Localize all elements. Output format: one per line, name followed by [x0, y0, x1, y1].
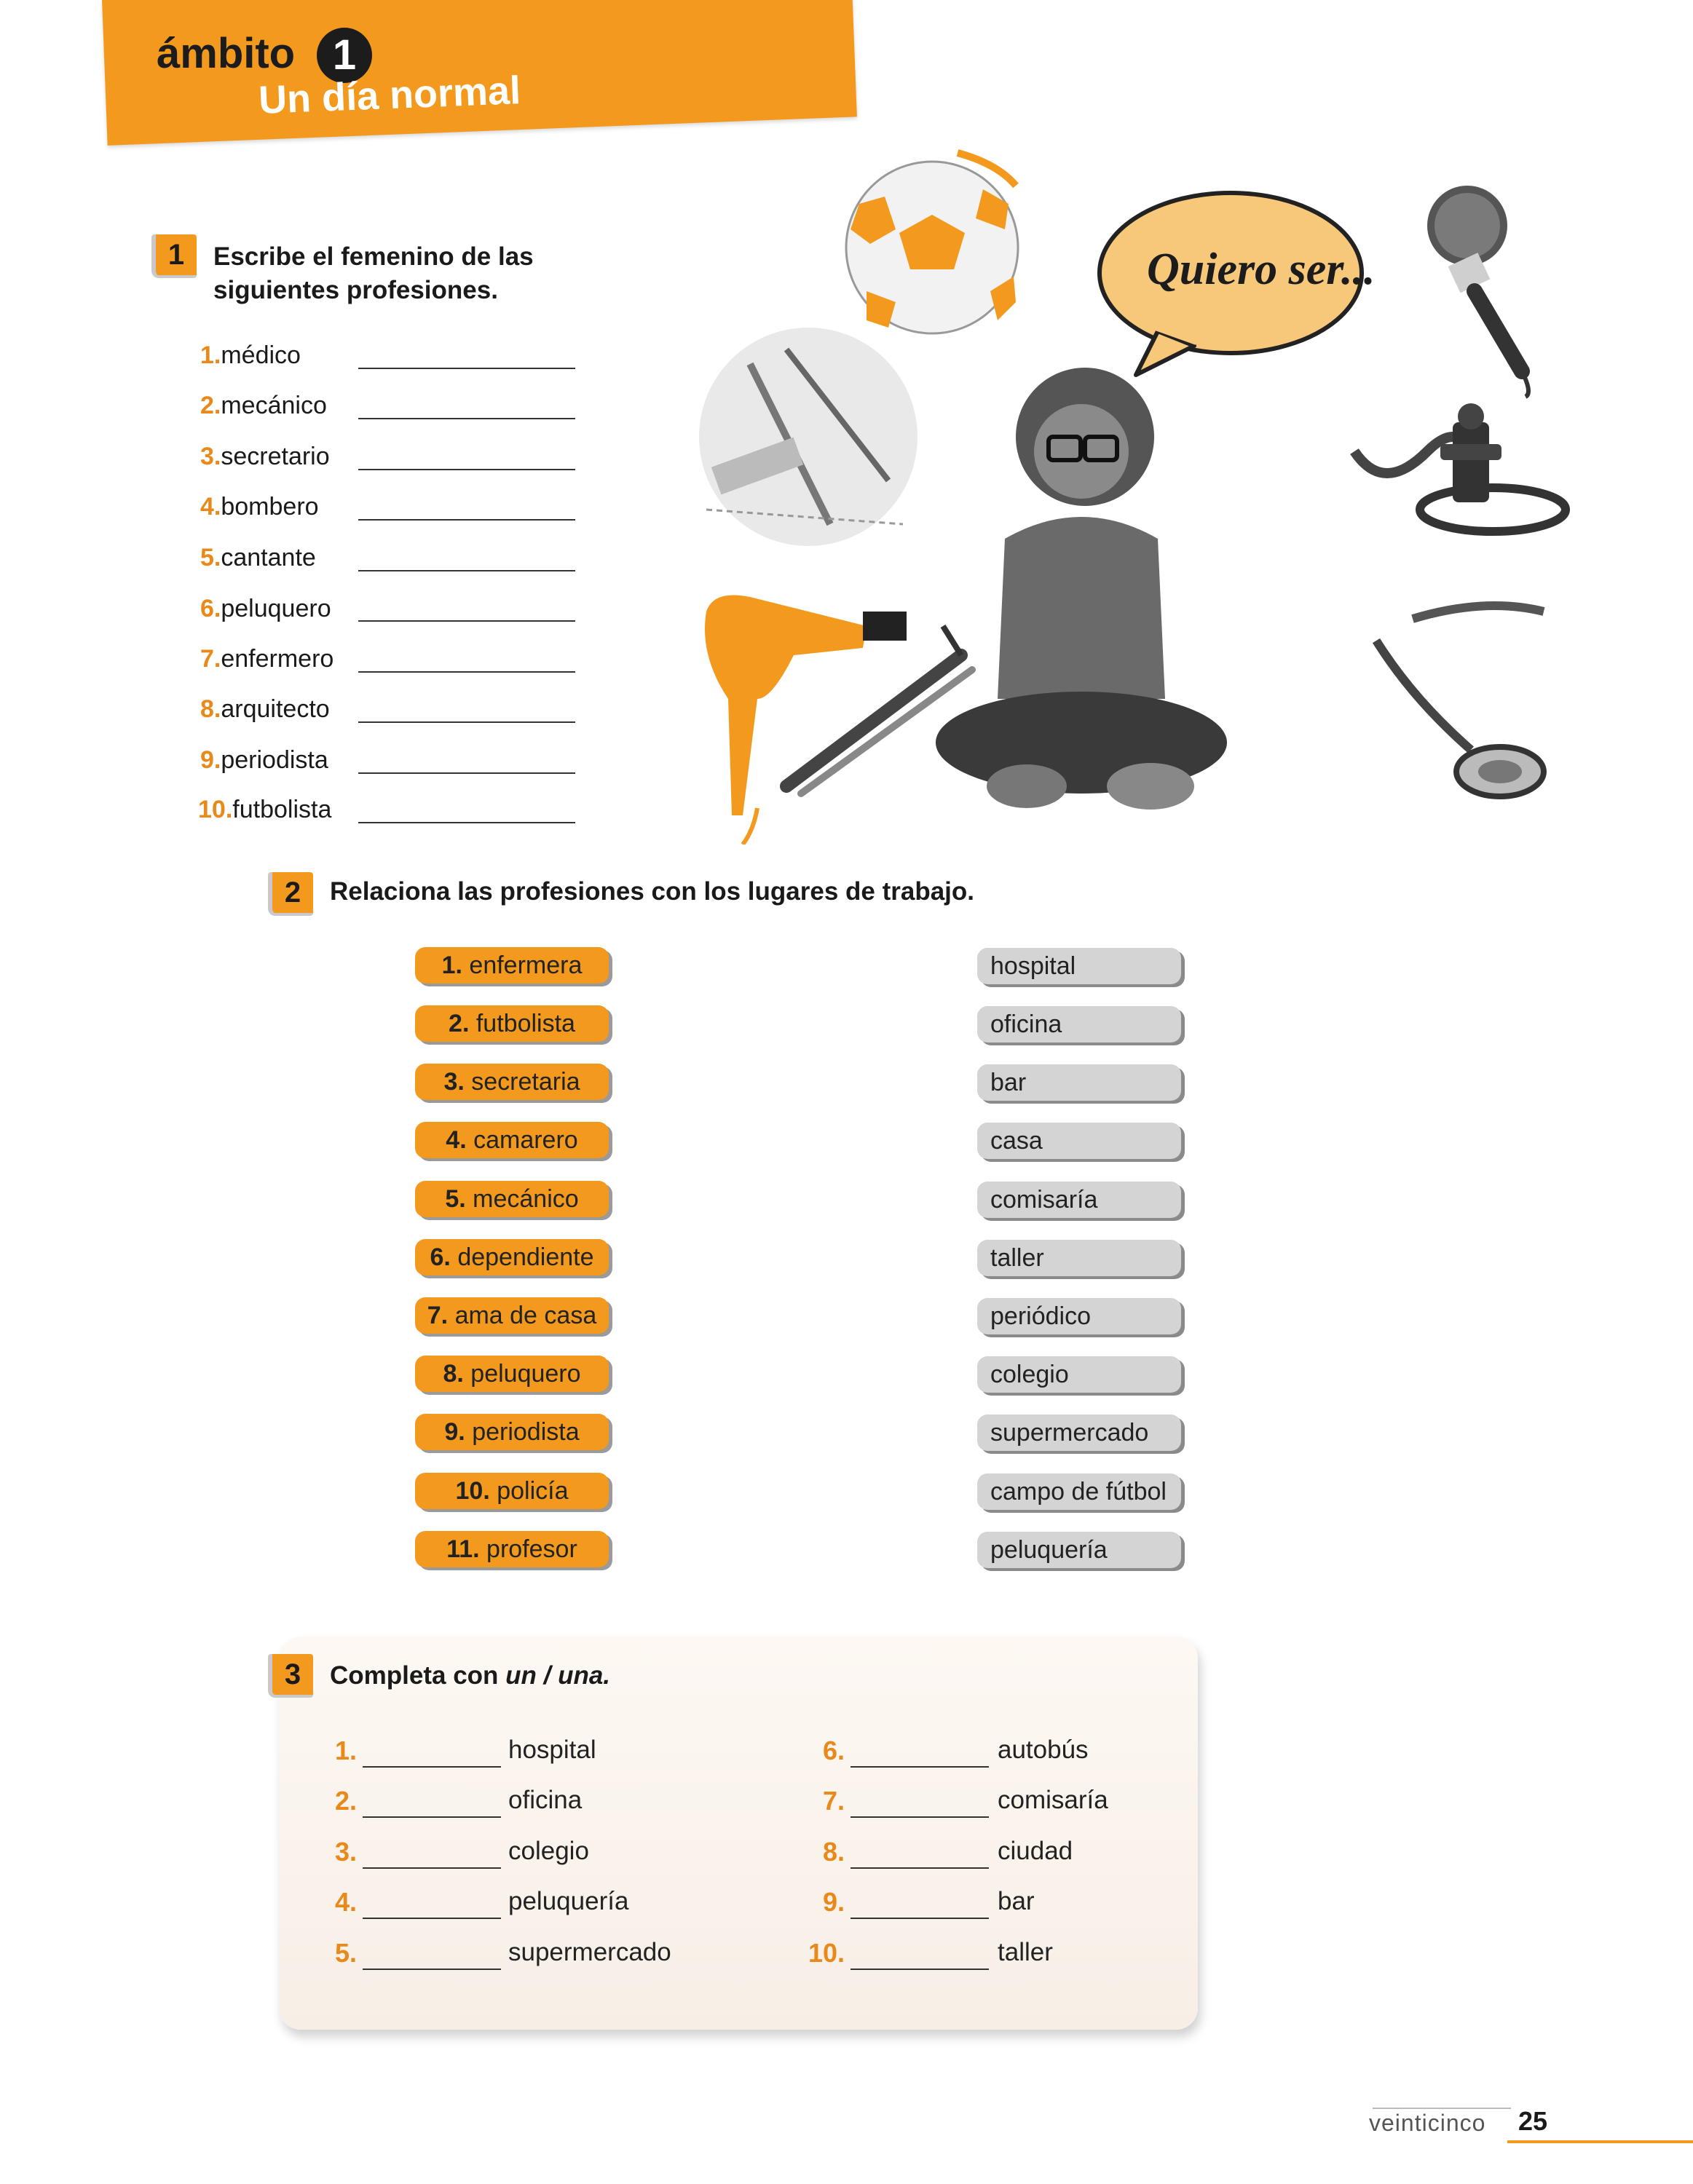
exercise-1-item [198, 791, 331, 828]
item-word: ciudad [998, 1837, 1073, 1865]
item-word: cantante [221, 544, 316, 571]
answer-line[interactable] [358, 822, 575, 823]
exercise-1-item [200, 488, 319, 525]
item-number: 8. [822, 1837, 845, 1867]
drafting-tools-icon [699, 328, 917, 546]
item-word: bombero [221, 493, 319, 521]
pill-word: periodista [472, 1418, 580, 1446]
profession-pill[interactable] [415, 1122, 609, 1158]
exercise-2-instruction: Relaciona las profesiones con los lugares de trabajo. [330, 877, 974, 906]
item-number: 3. [200, 443, 221, 470]
workplace-pill[interactable]: periódico [977, 1298, 1181, 1334]
profession-pill[interactable] [415, 1181, 609, 1217]
workplace-pill[interactable]: oficina [977, 1006, 1181, 1042]
answer-line[interactable] [358, 671, 575, 673]
item-number: 1. [200, 341, 221, 369]
answer-line[interactable] [358, 721, 575, 723]
answer-line[interactable] [358, 418, 575, 419]
item-word: periodista [221, 746, 328, 774]
instruction-italic: un / una. [505, 1661, 611, 1690]
item-number: 5. [334, 1938, 357, 1968]
answer-line[interactable] [851, 1867, 989, 1869]
exercise-1-item [200, 387, 327, 424]
item-number: 6. [822, 1736, 845, 1765]
workplace-pill[interactable]: peluquería [977, 1532, 1181, 1568]
item-number: 10. [808, 1938, 845, 1968]
item-number: 8. [200, 695, 221, 723]
exercise-2-badge: 2 [268, 872, 313, 916]
item-number: 2. [334, 1786, 357, 1816]
answer-line[interactable] [358, 469, 575, 470]
page-number: 25 [1518, 2106, 1548, 2136]
exercise-1-item [200, 691, 330, 727]
child-thinking-icon [936, 368, 1227, 810]
item-number: 7. [200, 645, 221, 673]
pill-number: 11. [446, 1535, 480, 1563]
speech-bubble-text: Quiero ser... [1147, 245, 1376, 294]
answer-line[interactable] [851, 1969, 989, 1970]
exercise-1-item [200, 742, 328, 778]
workplace-pill[interactable]: bar [977, 1064, 1181, 1101]
pill-number: 5. [445, 1185, 466, 1213]
item-word: comisaría [998, 1786, 1108, 1814]
pill-number: 9. [444, 1418, 465, 1446]
pill-number: 1. [441, 951, 462, 979]
profession-pill[interactable] [415, 1473, 609, 1509]
item-word: taller [998, 1938, 1053, 1966]
fire-hydrant-icon [1354, 403, 1566, 531]
profession-pill[interactable] [415, 1064, 609, 1100]
item-word: futbolista [232, 796, 332, 823]
pill-word: policía [497, 1477, 569, 1505]
pill-word: dependiente [457, 1243, 594, 1271]
exercise-1-item [200, 337, 301, 373]
exercise-1-badge: 1 [151, 234, 197, 278]
item-word: oficina [508, 1786, 583, 1814]
exercise-1-item [200, 438, 330, 475]
answer-line[interactable] [851, 1766, 989, 1768]
answer-line[interactable] [363, 1816, 501, 1818]
workplace-pill[interactable]: hospital [977, 948, 1181, 984]
profession-pill[interactable] [415, 1531, 609, 1567]
workplace-pill[interactable]: comisaría [977, 1182, 1181, 1218]
exercise-1-instruction [213, 240, 534, 307]
item-number: 1. [334, 1736, 357, 1765]
item-number: 9. [822, 1887, 845, 1917]
exercise-3-badge: 3 [268, 1654, 313, 1698]
profession-pill[interactable] [415, 1414, 609, 1450]
workplace-pill[interactable]: supermercado [977, 1415, 1181, 1451]
workplace-pill[interactable]: campo de fútbol [977, 1473, 1181, 1510]
answer-line[interactable] [358, 772, 575, 774]
pill-number: 8. [443, 1360, 464, 1388]
workplace-pill[interactable]: taller [977, 1240, 1181, 1276]
answer-line[interactable] [358, 570, 575, 571]
item-word: supermercado [508, 1938, 671, 1966]
item-word: bar [998, 1887, 1035, 1915]
answer-line[interactable] [363, 1867, 501, 1869]
item-word: hospital [508, 1736, 596, 1764]
exercise-1-item [200, 539, 316, 576]
profession-pill[interactable] [415, 947, 609, 984]
answer-line[interactable] [363, 1969, 501, 1970]
item-word: mecánico [221, 392, 327, 419]
item-word: arquitecto [221, 695, 330, 723]
item-number: 9. [200, 746, 221, 774]
item-word: peluquero [221, 595, 331, 622]
pill-word: mecánico [473, 1185, 579, 1213]
item-word: secretario [221, 443, 330, 470]
pill-word: profesor [486, 1535, 577, 1563]
ambito-number: 1 [317, 28, 372, 83]
exercise-3-instruction [330, 1659, 610, 1693]
item-word: colegio [508, 1837, 589, 1865]
pill-number: 3. [443, 1068, 465, 1096]
pill-word: enfermera [469, 951, 583, 979]
pill-number: 10. [455, 1477, 490, 1505]
workplace-pill[interactable]: casa [977, 1123, 1181, 1159]
item-word: autobús [998, 1736, 1089, 1764]
profession-pill[interactable] [415, 1005, 609, 1042]
pill-word: secretaria [471, 1068, 580, 1096]
exercise-1-instruction-line2: siguientes profesiones. [213, 276, 498, 304]
pill-word: peluquero [470, 1360, 581, 1388]
pill-number: 7. [427, 1302, 449, 1329]
profession-pill[interactable] [415, 1239, 609, 1275]
answer-line[interactable] [851, 1816, 989, 1818]
soccer-ball-icon [846, 153, 1018, 333]
answer-line[interactable] [358, 519, 575, 521]
pill-number: 4. [446, 1126, 467, 1154]
answer-line[interactable] [363, 1918, 501, 1919]
pill-word: futbolista [475, 1010, 575, 1037]
pill-number: 2. [449, 1010, 470, 1037]
page-number-word: veinticinco [1369, 2110, 1486, 2136]
footer-accent-line [1507, 2140, 1693, 2143]
pill-word: camarero [473, 1126, 578, 1154]
item-number: 6. [200, 595, 221, 622]
answer-line[interactable] [358, 620, 575, 622]
profession-pill[interactable] [415, 1297, 609, 1334]
item-word: peluquería [508, 1887, 629, 1915]
item-word: médico [221, 341, 301, 369]
footer-divider [1373, 2108, 1511, 2109]
answer-line[interactable] [363, 1766, 501, 1768]
pill-number: 6. [430, 1243, 451, 1271]
item-number: 2. [200, 392, 221, 419]
item-word: enfermero [221, 645, 334, 673]
pill-word: ama de casa [454, 1302, 597, 1329]
exercise-3-box [279, 1637, 1198, 2030]
microphone-icon [1427, 186, 1528, 397]
exercise-1-item [200, 641, 334, 677]
ambito-label: ámbito [157, 30, 296, 77]
item-number: 5. [200, 544, 221, 571]
profession-pill[interactable] [415, 1356, 609, 1392]
stethoscope-icon [1376, 606, 1544, 796]
item-number: 3. [334, 1837, 357, 1867]
item-number: 4. [200, 493, 221, 521]
item-number: 10. [198, 796, 233, 823]
item-number: 7. [822, 1786, 845, 1816]
exercise-1-item [200, 590, 331, 627]
item-number: 4. [334, 1887, 357, 1917]
instruction-prefix: Completa con [330, 1661, 506, 1690]
exercise-1-instruction-line1: Escribe el femenino de las [213, 242, 534, 271]
unit-title: Un día normal [257, 68, 522, 122]
answer-line[interactable] [358, 368, 575, 369]
workplace-pill[interactable]: colegio [977, 1356, 1181, 1393]
answer-line[interactable] [851, 1918, 989, 1919]
